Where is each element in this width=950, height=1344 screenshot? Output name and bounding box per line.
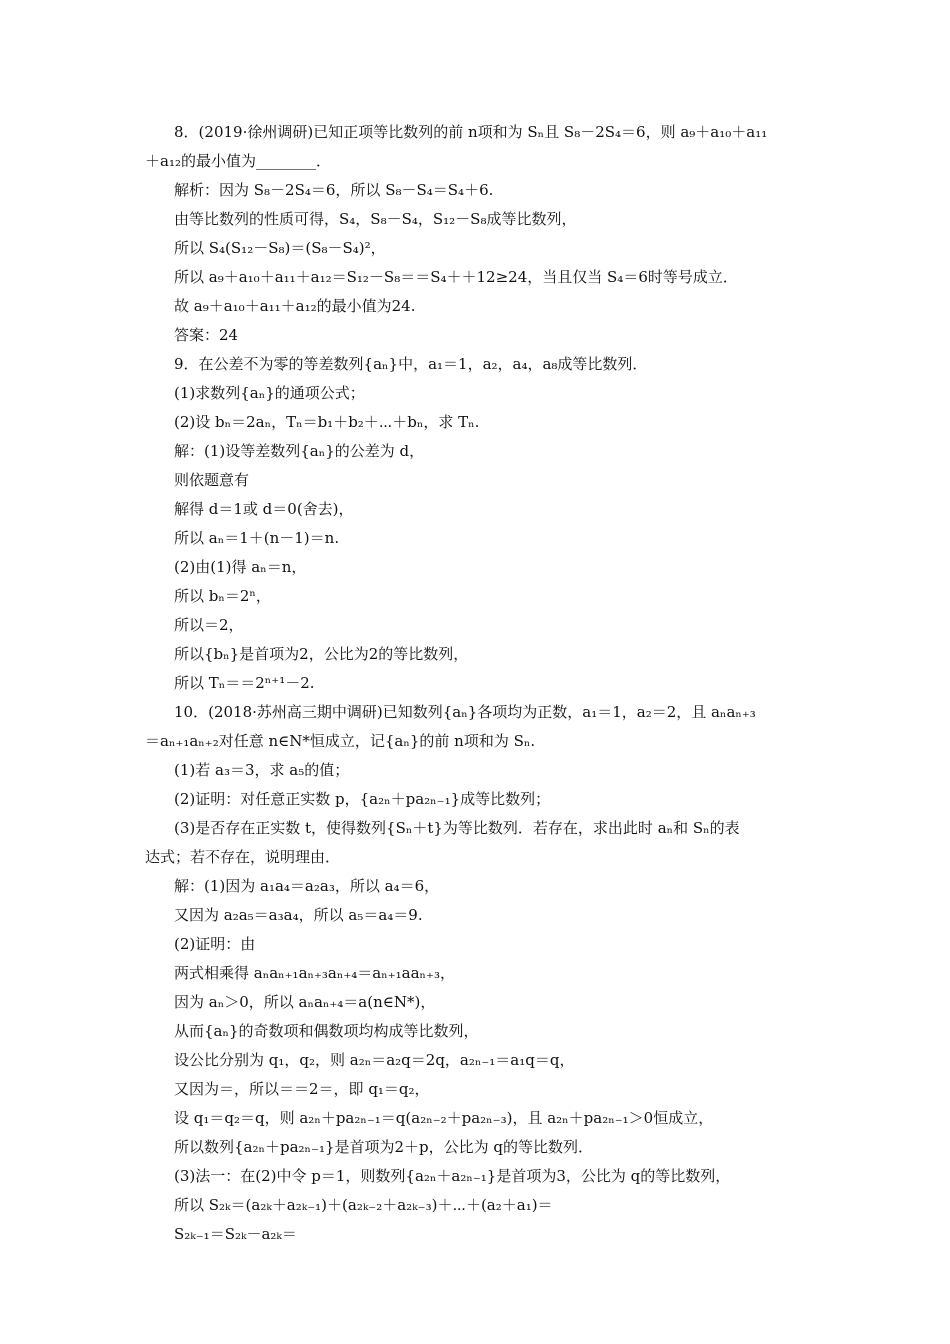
text-line: 又因为＝，所以＝＝2＝，即 q₁＝q₂，	[174, 1080, 430, 1098]
text-line: 则依题意有	[174, 471, 250, 489]
text-line: (3)是否存在正实数 t，使得数列{Sₙ＋t}为等比数列．若存在，求出此时 aₙ和 Sₙ的表	[174, 819, 740, 837]
text-line: 10．(2018·苏州高三期中调研)已知数列{aₙ}各项均为正数，a₁＝1，a₂＝2，且 aₙaₙ₊₃	[174, 703, 756, 721]
text-line: (2)证明：对任意正实数 p，{a₂ₙ＋pa₂ₙ₋₁}成等比数列；	[174, 790, 551, 808]
text-line: 解析：因为 S₈－2S₄＝6，所以 S₈－S₄＝S₄＋6.	[174, 181, 494, 199]
text-line: 达式；若不存在，说明理由．	[145, 848, 341, 866]
text-line: 解得 d＝1或 d＝0(舍去)，	[174, 500, 354, 518]
text-line: 所以 a₉＋a₁₀＋a₁₁＋a₁₂＝S₁₂－S₈＝＝S₄＋＋12≥24，当且仅当 S₄＝6时等号成立．	[174, 268, 738, 286]
text-line: ＝aₙ₊₁aₙ₊₂对任意 n∈N*恒成立，记{aₙ}的前 n项和为 Sₙ.	[145, 732, 536, 750]
text-line: 又因为 a₂a₅＝a₃a₄，所以 a₅＝a₄＝9.	[174, 906, 423, 924]
text-line: 所以数列{a₂ₙ＋pa₂ₙ₋₁}是首项为2＋p，公比为 q的等比数列．	[174, 1138, 594, 1156]
text-line: 所以 S₄(S₁₂－S₈)＝(S₈－S₄)²，	[174, 239, 386, 257]
text-line: S₂ₖ₋₁＝S₂ₖ－a₂ₖ＝	[174, 1225, 297, 1243]
text-line: (2)由(1)得 aₙ＝n，	[174, 558, 307, 576]
text-line: 所以{bₙ}是首项为2，公比为2的等比数列，	[174, 645, 469, 663]
text-line: 所以 aₙ＝1＋(n－1)＝n.	[174, 529, 340, 547]
text-line: (2)证明：由	[174, 935, 256, 953]
text-line: 设公比分别为 q₁，q₂，则 a₂ₙ＝a₂q＝2q，a₂ₙ₋₁＝a₁q＝q，	[174, 1051, 575, 1069]
text-line: 两式相乘得 aₙaₙ₊₁aₙ₊₃aₙ₊₄＝aₙ₊₁aaₙ₊₃，	[174, 964, 455, 982]
text-line: 解：(1)因为 a₁a₄＝a₂a₃，所以 a₄＝6，	[174, 877, 440, 895]
text-line: (3)法一：在(2)中令 p＝1，则数列{a₂ₙ＋a₂ₙ₋₁}是首项为3，公比为 q的等比数列，	[174, 1167, 731, 1185]
text-line: (1)求数列{aₙ}的通项公式；	[174, 384, 365, 402]
text-line: 答案：24	[174, 326, 239, 344]
text-line: 所以 Tₙ＝＝2ⁿ⁺¹－2.	[174, 674, 315, 692]
text-line: 由等比数列的性质可得，S₄，S₈－S₄，S₁₂－S₈成等比数列，	[174, 210, 577, 228]
text-line: 所以 S₂ₖ＝(a₂ₖ＋a₂ₖ₋₁)＋(a₂ₖ₋₂＋a₂ₖ₋₃)＋⋯＋(a₂＋a₁)＝	[174, 1196, 553, 1214]
text-line: (2)设 bₙ＝2aₙ，Tₙ＝b₁＋b₂＋⋯＋bₙ，求 Tₙ.	[174, 413, 480, 431]
text-line: 8．(2019·徐州调研)已知正项等比数列的前 n项和为 Sₙ且 S₈－2S₄＝6，则 a₉＋a₁₀＋a₁₁	[174, 123, 768, 141]
text-line: 设 q₁＝q₂＝q，则 a₂ₙ＋pa₂ₙ₋₁＝q(a₂ₙ₋₂＋pa₂ₙ₋₃)，且 a₂ₙ＋pa₂ₙ₋₁＞0恒成立，	[174, 1109, 714, 1127]
text-line: 故 a₉＋a₁₀＋a₁₁＋a₁₂的最小值为24.	[174, 297, 416, 315]
text-line: 解：(1)设等差数列{aₙ}的公差为 d，	[174, 442, 425, 460]
text-line: 所以＝2，	[174, 616, 244, 634]
text-line: 9．在公差不为零的等差数列{aₙ}中，a₁＝1，a₂，a₄，a₈成等比数列．	[174, 355, 648, 373]
text-line: (1)若 a₃＝3，求 a₅的值；	[174, 761, 350, 779]
text-line: 所以 bₙ＝2ⁿ，	[174, 587, 271, 605]
text-line: 因为 aₙ＞0，所以 aₙaₙ₊₄＝a(n∈N*)，	[174, 993, 436, 1011]
text-line: ＋a₁₂的最小值为________．	[145, 152, 331, 170]
text-line: 从而{aₙ}的奇数项和偶数项均构成等比数列，	[174, 1022, 479, 1040]
